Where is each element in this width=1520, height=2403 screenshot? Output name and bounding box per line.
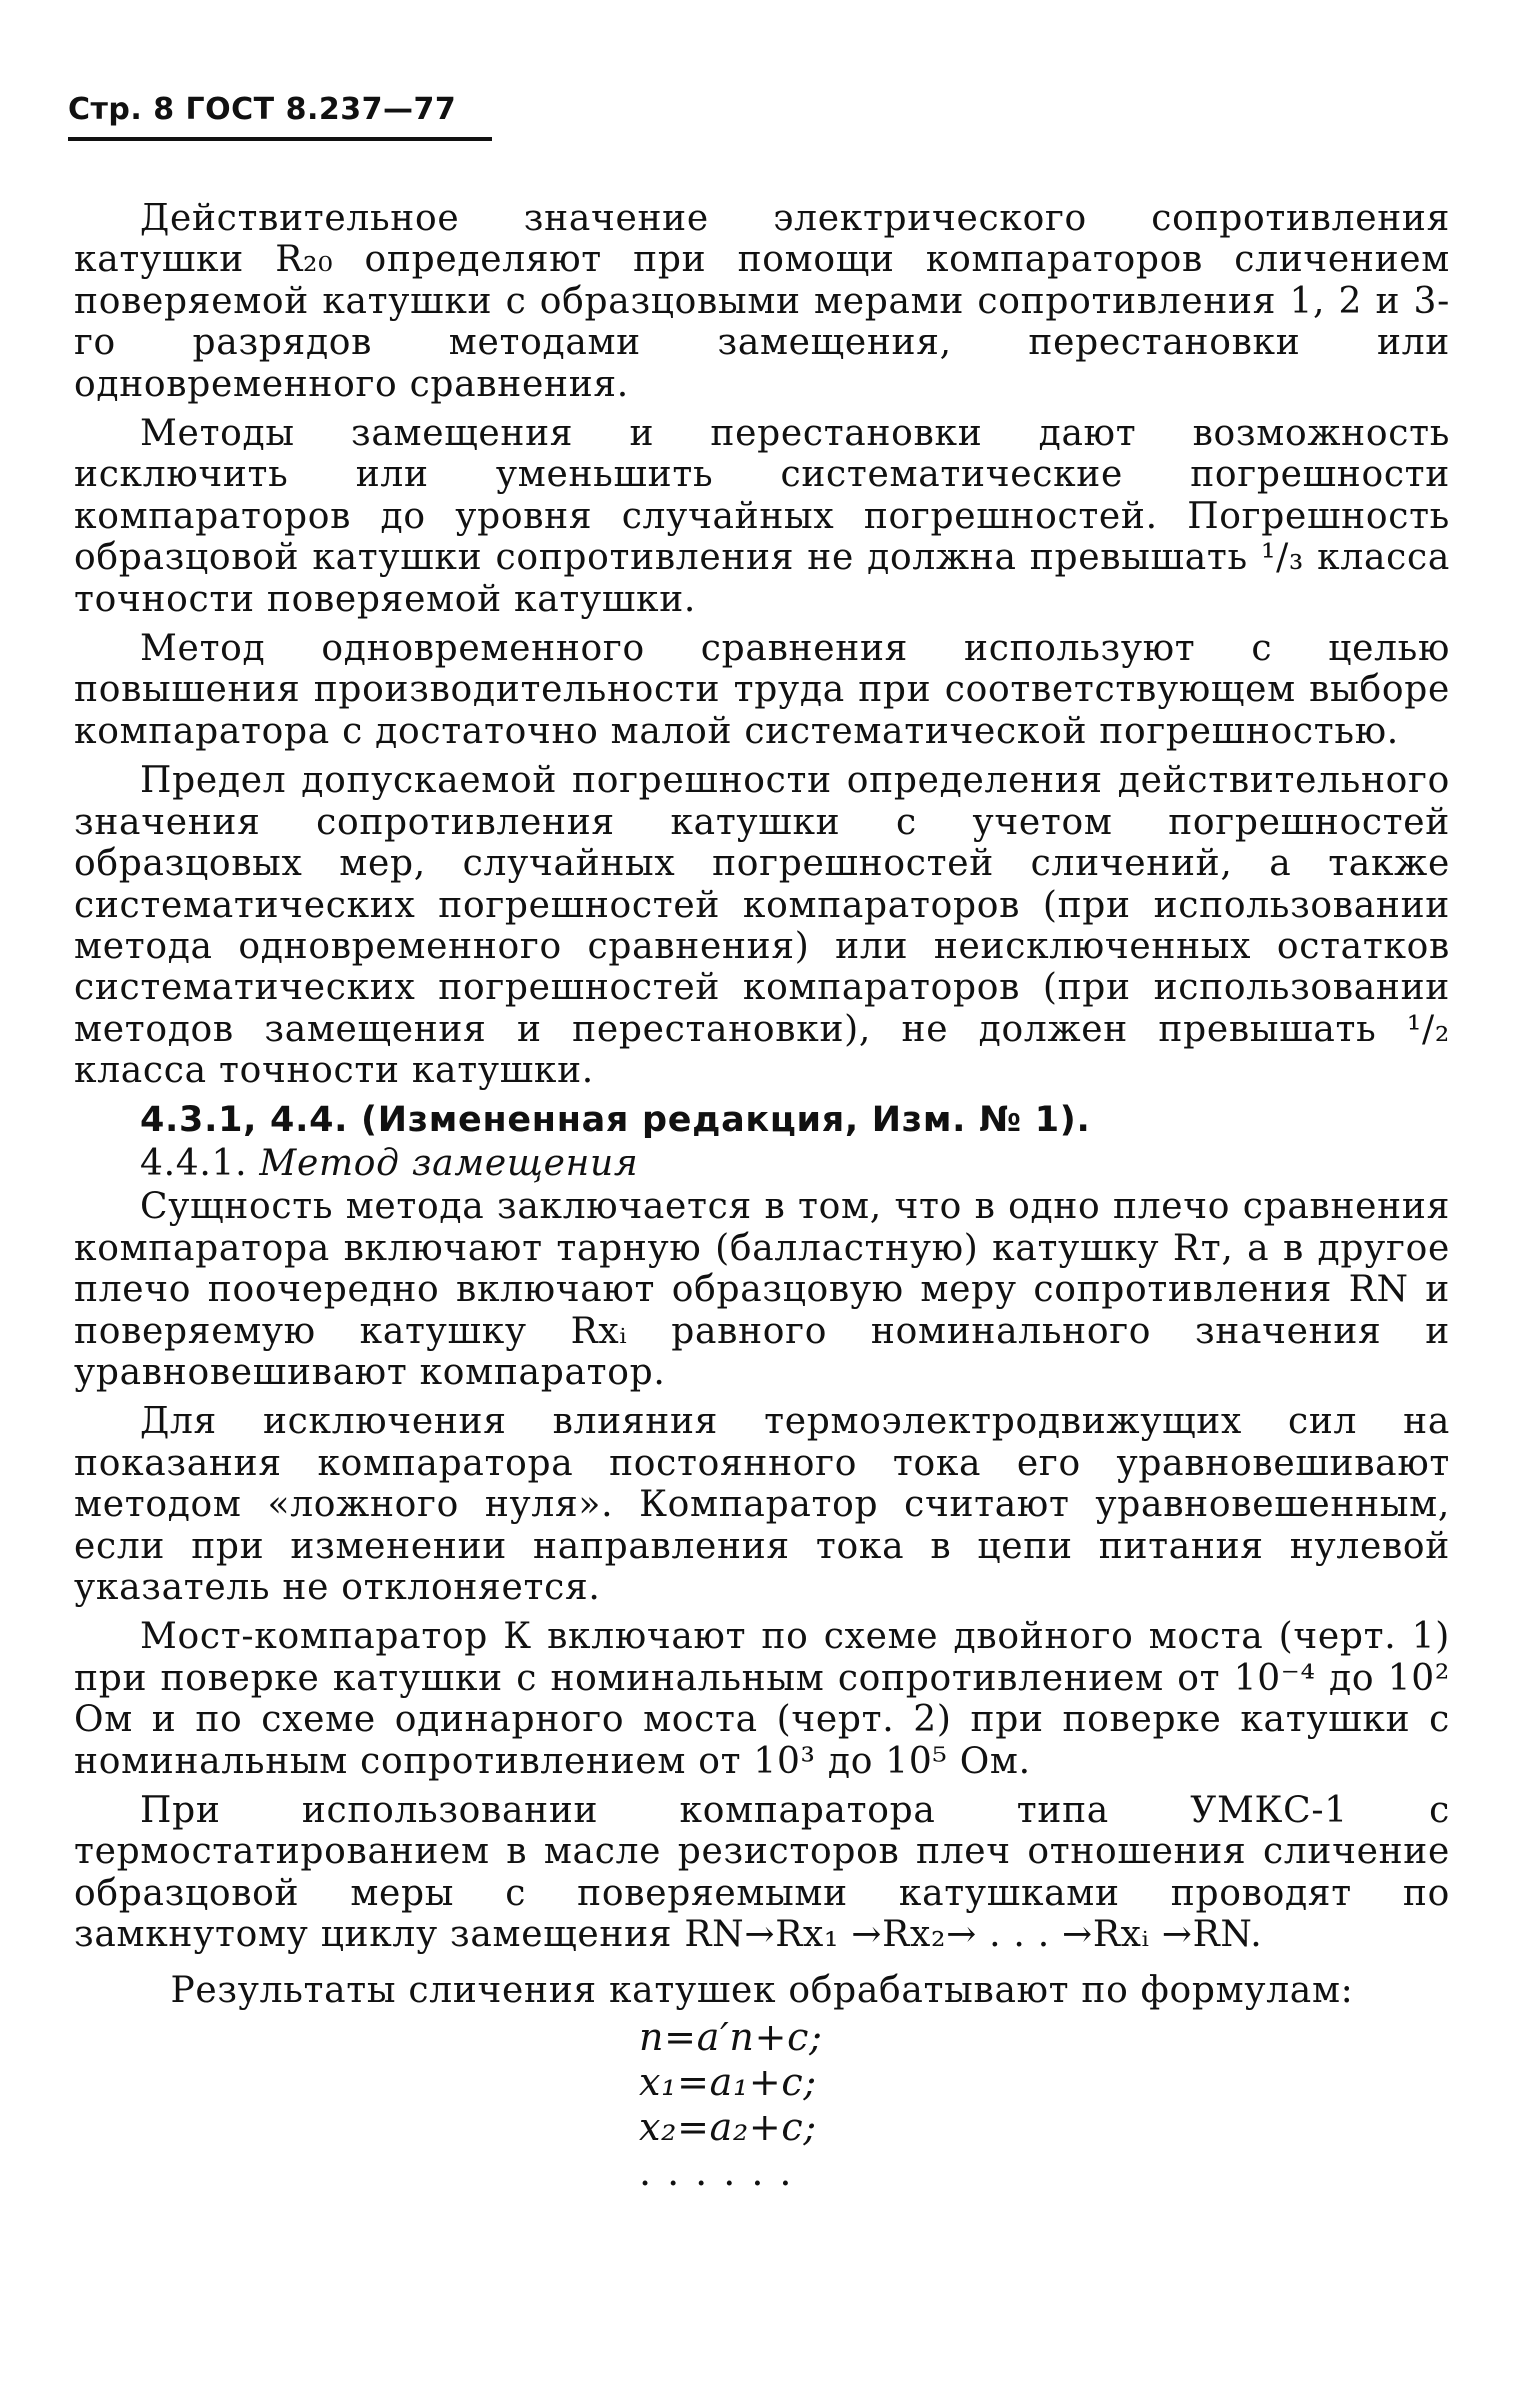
- body-text: [74, 198, 1450, 2195]
- paragraph-2: Методы замещения и перестановки дают возможность исключить или уменьшить систематические погрешности компараторов до уровня случайных погрешностей. Погрешность образцовой катушки сопротивления не должна превышать ¹/₃ класса точности поверяемой катушки.: [74, 413, 1450, 620]
- amendment-heading: 4.3.1, 4.4. (Измененная редакция, Изм. № 1).: [140, 1099, 1091, 1140]
- formula-block: [74, 2015, 1450, 2195]
- paragraph-7: Мост-компаратор К включают по схеме двойного моста (черт. 1) при поверке катушки с номинальным сопротивлением от 10⁻⁴ до 10² Ом и по схеме одинарного моста (черт. 2) при поверке катушки с номинальным сопротивлением от 10³ до 10⁵ Ом.: [74, 1616, 1450, 1782]
- paragraph-9: Результаты сличения катушек обрабатывают по формулам:: [170, 1969, 1354, 2011]
- subsection-heading: [74, 1143, 1450, 1184]
- paragraph-6: Для исключения влияния термоэлектродвижущих сил на показания компаратора постоянного тока его уравновешивают методом «ложного нуля». Компаратор считают уравновешенным, если при изменении направления тока в цепи питания нулевой указатель не отклоняется.: [74, 1401, 1450, 1608]
- paragraph-1: Действительное значение электрического сопротивления катушки R₂₀ определяют при помощи компараторов сличением поверяемой катушки с образцовыми мерами сопротивления 1, 2 и 3-го разрядов методами замещения, перестановки или одновременного сравнения.: [74, 198, 1450, 405]
- paragraph-8: При использовании компаратора типа УМКС-1 с термостатированием в масле резисторов плеч отношения сличение образцовой меры с поверяемыми катушками проводят по замкнутому циклу замещения RN→Rx₁ →Rx₂→ . . . →Rxᵢ →RN.: [74, 1790, 1450, 1956]
- formula-n: n=a′n+c;: [639, 2015, 823, 2060]
- formula-x2: x₂=a₂+c;: [639, 2105, 817, 2150]
- formula-ellipsis: ......: [639, 2150, 808, 2195]
- paragraph-4: Предел допускаемой погрешности определения действительного значения сопротивления катушки с учетом погрешностей образцовых мер, случайных погрешностей сличений, а также систематических погрешностей компараторов (при использовании метода одновременного сравнения) или неисключенных остатков систематических погрешностей компараторов (при использовании методов замещения и перестановки), не должен превышать ¹/₂ класса точности катушки.: [74, 760, 1450, 1092]
- page-label: Стр. 8: [68, 92, 175, 127]
- running-header: [68, 92, 492, 141]
- paragraph-5: Сущность метода заключается в том, что в одно плечо сравнения компаратора включают тарную (балластную) катушку Rт, а в другое плечо поочередно включают образцовую меру сопротивления RN и поверяемую катушку Rxᵢ равного номинального значения и уравновешивают компаратор.: [74, 1186, 1450, 1393]
- paragraph-3: Метод одновременного сравнения используют с целью повышения производительности труда при соответствующем выборе компаратора с достаточно малой систематической погрешностью.: [74, 628, 1450, 752]
- formula-x1: x₁=a₁+c;: [639, 2060, 817, 2105]
- subsection-number: 4.4.1.: [140, 1142, 248, 1184]
- subsection-title: Метод замещения: [259, 1142, 639, 1184]
- doc-code: ГОСТ 8.237—77: [185, 92, 457, 127]
